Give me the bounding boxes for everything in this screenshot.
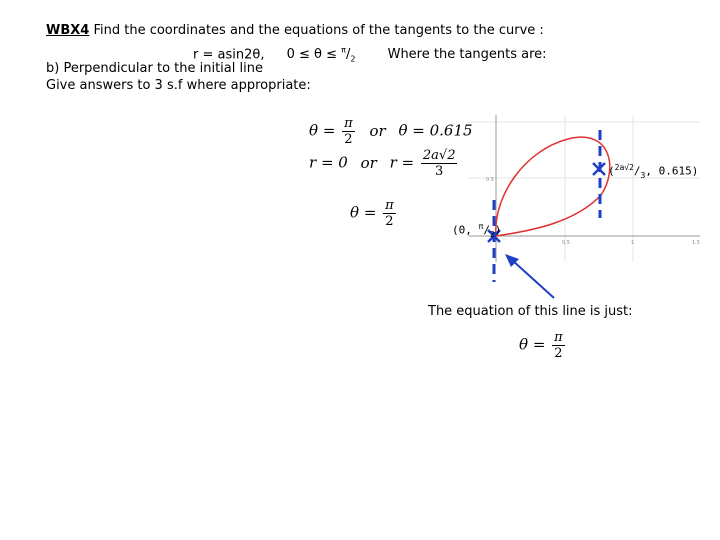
instruction-text: Give answers to 3 s.f where appropriate: bbox=[46, 78, 311, 93]
domain-den: 2 bbox=[350, 54, 356, 64]
p1-pre: ( bbox=[608, 164, 615, 178]
or-word-2: or bbox=[360, 153, 377, 172]
tick-1: 1 bbox=[631, 240, 635, 246]
two-denominator: 2 bbox=[344, 132, 353, 147]
question-label: WBX4 bbox=[46, 23, 90, 38]
note-theta: θ bbox=[519, 335, 529, 354]
equals-sign: = bbox=[322, 121, 336, 140]
p2-num: π bbox=[478, 222, 484, 231]
domain-num: π bbox=[341, 46, 346, 55]
curve-equation: r = asin2θ, bbox=[193, 47, 265, 63]
r-zero: r = 0 bbox=[309, 153, 348, 172]
domain-text: $0 \le \theta \le ^\pi/_2$ bbox=[286, 46, 356, 64]
theta-symbol-2: θ bbox=[350, 203, 360, 222]
p1-num: 2a√2 bbox=[614, 163, 634, 172]
tick-y05: 0.5 bbox=[486, 177, 494, 183]
r-numerator: 2a√2 bbox=[422, 148, 456, 163]
theta-symbol: θ bbox=[309, 121, 319, 140]
p1-den: 3 bbox=[640, 170, 646, 180]
p2-pre: (0, bbox=[452, 223, 479, 237]
tick-15: 1.5 bbox=[692, 240, 700, 246]
point-1-label bbox=[608, 163, 698, 180]
r-denominator: 3 bbox=[435, 164, 444, 179]
equals-sign-2: = bbox=[401, 153, 415, 172]
tick-05: 0.5 bbox=[562, 240, 570, 246]
pi-symbol-2: π bbox=[385, 198, 394, 213]
domain-prefix: 0 ≤ θ ≤ bbox=[286, 47, 342, 63]
part-b-text: b) Perpendicular to the initial line bbox=[46, 61, 263, 76]
polar-curve bbox=[496, 137, 610, 236]
arrow-line bbox=[512, 260, 554, 298]
p1-slash: / bbox=[633, 164, 641, 178]
theta-value: θ = 0.615 bbox=[398, 121, 473, 140]
note-fraction bbox=[552, 330, 565, 361]
p2-den: 2 bbox=[489, 229, 495, 239]
r-symbol: r bbox=[389, 153, 397, 172]
pi-symbol: π bbox=[344, 116, 353, 131]
two-denominator-2: 2 bbox=[385, 214, 394, 229]
p2-slash: / bbox=[483, 223, 490, 237]
note-pi: π bbox=[554, 330, 563, 345]
or-word: or bbox=[369, 121, 386, 140]
where-text: Where the tangents are: bbox=[387, 47, 547, 63]
question-text: Find the coordinates and the equations of the tangents to the curve : bbox=[93, 23, 544, 38]
note-two: 2 bbox=[554, 346, 563, 361]
note-equals: = bbox=[532, 335, 546, 354]
line-equation-text: The equation of this line is just: bbox=[428, 304, 633, 319]
p1-post: , 0.615) bbox=[645, 164, 699, 178]
note-equation bbox=[519, 330, 567, 361]
p2-post: ) bbox=[494, 223, 502, 237]
point-2-label bbox=[452, 222, 501, 239]
equals-sign-3: = bbox=[363, 203, 377, 222]
